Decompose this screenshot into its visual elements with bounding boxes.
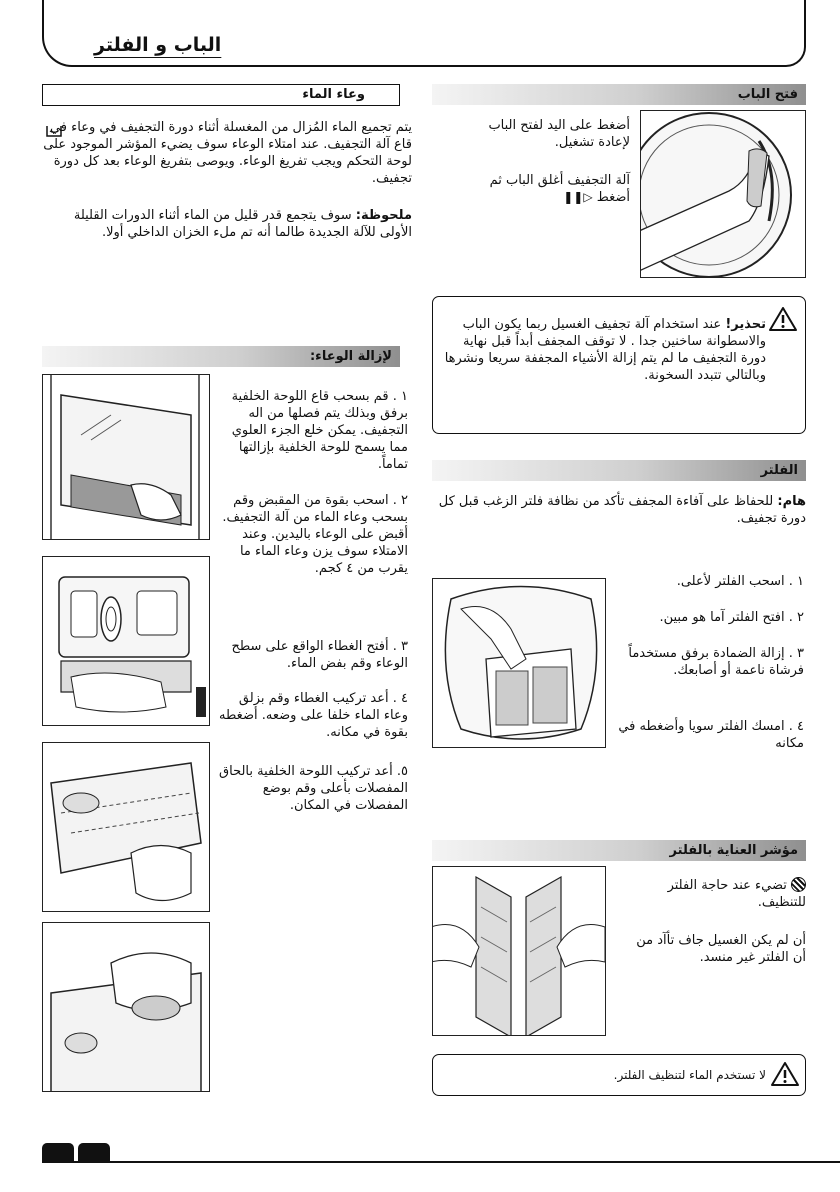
page-tab <box>42 1143 74 1162</box>
important-label: هام: <box>777 494 806 509</box>
removal-step-1: ١ . قم بسحب قاع اللوحة الخلفية برفق وبذلك يتم فصلها من اله التجفيف. يمكن خلع الجزء العلوي مما يسمح للوحة الخلفية بإزالتها تماماً. <box>231 389 408 472</box>
warning-label: تحذير! <box>725 317 766 332</box>
note-label: ملحوظة: <box>355 208 412 223</box>
filter-step-3: ٣ . إزالة الضمادة برفق مستخدماً فرشاة ناعمة أو أصابعك. <box>628 646 804 678</box>
door-opening-line1: أضغط على اليد لفتح الباب لإعادة تشغيل. <box>488 118 630 150</box>
door-opening-heading: فتح الباب <box>432 84 806 105</box>
container-removal-heading: لإزالة الوعاء: <box>42 346 400 367</box>
footer-rule <box>42 1161 840 1163</box>
removal-step-4: ٤ . أعد تركيب الغطاء وقم بزلق وعاء الماء خلفا على وضعه. أضغطه بقوة في مكانه. <box>219 691 408 740</box>
door-warning-text: تحذير! عند استخدام آلة تجفيف الغسيل ربما يكون الباب والاسطوانة ساخنين جدا . لا توقف المجفف أبداً قبل نهاية دورة التجفيف ما لم يتم إزالة الأشياء المجففة سريعا ونشرها وبالتالي تتبدد السخونة. <box>444 317 766 383</box>
back-panel-illustration <box>42 374 210 540</box>
door-opening-line2: آلة التجفيف أغلق الباب ثم أضغط ▷❚❚ <box>489 173 630 205</box>
removal-step-2: ٢ . اسحب بقوة من المقبض وقم بسحب وعاء الماء من آلة التجفيف. أقبض على الوعاء باليدين. وعند الامتلاء سوف يزن وعاء الماء ما يقرب من ٤ كجم. <box>222 493 408 576</box>
warning-icon <box>770 1061 800 1087</box>
removal-step-5: ٥. أعد تركيب اللوحة الخلفية بالحاق المفصلات بأعلى وقم بوضع المفصلات في المكان. <box>219 764 408 813</box>
cap-refit-illustration <box>42 922 210 1092</box>
back-panel-refit-illustration <box>42 742 210 912</box>
filter-important: هام: للحفاظ على آفاءة المجفف تأكد من نظافة فلتر الزغب قبل كل دورة تجفيف. <box>438 494 806 526</box>
page-title: الباب و الفلتر <box>94 34 222 56</box>
note-text: سوف يتجمع قدر قليل من الماء أثناء الدورات القليلة الأولى للآلة الجديدة طالما أنه تم ملء الخزان الداخلي أولا. <box>73 208 412 240</box>
water-container-note <box>40 207 412 241</box>
page-tab <box>78 1143 110 1162</box>
filter-indicator-line2: أن لم يكن الغسيل جاف تأآد من أن الفلتر غير منسد. <box>636 933 806 965</box>
door-opening-illustration <box>640 110 806 278</box>
filter-step-2: ٢ . افتح الفلتر آما هو مبين. <box>659 610 804 625</box>
water-container-icon <box>44 123 64 139</box>
filter-step-1: ١ . اسحب الفلتر لأعلى. <box>676 574 804 589</box>
filter-indicator-icon <box>791 877 806 892</box>
water-container-pull-illustration <box>42 556 210 726</box>
filter-indicator-line1: تضيء عند حاجة الفلتر للتنظيف. <box>667 878 806 910</box>
start-pause-icon: ▷❚❚ <box>563 190 593 204</box>
water-container-heading: وعاء الماء <box>42 84 400 106</box>
filter-indicator-heading: مؤشر العناية بالفلتر <box>432 840 806 861</box>
warning-icon <box>768 306 798 332</box>
filter-step-4: ٤ . امسك الفلتر سويا وأضغطه في مكانه <box>618 719 804 751</box>
water-container-body: يتم تجميع الماء المُزال من المغسلة أثناء دورة التجفيف في وعاء في قاع آلة التجفيف. عند امتلاء الوعاء سوف يضيء المؤشر الموجود على لوحة التحكم ويجب تفريغ الوعاء. ويوصى بتفريغ الوعاء بعد كل دورة تجفيف. <box>43 120 412 186</box>
filter-fold-illustration <box>432 866 606 1036</box>
filter-illustration <box>432 578 606 748</box>
water-warning-text: لا تستخدم الماء لتنظيف الفلتر. <box>613 1068 766 1082</box>
removal-step-3: ٣ . أفتح الغطاء الواقع على سطح الوعاء وقم بفض الماء. <box>231 639 408 671</box>
filter-heading: الفلتر <box>432 460 806 481</box>
